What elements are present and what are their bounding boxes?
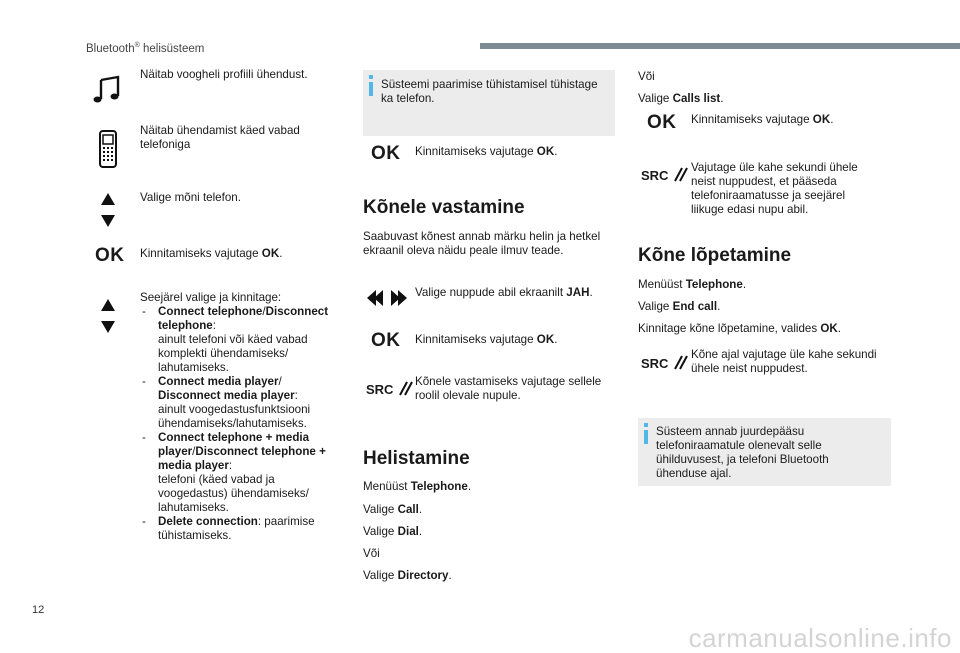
left-right-arrows-icon bbox=[366, 289, 408, 307]
ok-button-icon: OK bbox=[371, 143, 401, 164]
confirm-text: Kinnitamiseks vajutage OK. bbox=[691, 113, 834, 126]
connection-options: Seejärel valige ja kinnitage: - Connect telephone/Disconnect telephone: ainult telefoni või käed vabad komplekti ühendamiseks/ lahutamiseks. - Connect media player/ Disconnect media player: ainult voogedastusfunktsiooni ühendamiseks/lahutamiseks. - Connect telephone + media player/Disconnect telephone + media player: telefoni (käed vabad ja voogedastus) ühendamiseks/ lahutamiseks. - Delete connection: paarimise tühistamiseks. bbox=[140, 291, 345, 543]
src-steering-button-icon: SRC bbox=[641, 354, 688, 372]
up-down-arrows-icon bbox=[100, 191, 116, 229]
src-steering-button-icon: SRC bbox=[641, 166, 688, 184]
stream-profile-text: Näitab voogheli profiili ühendust. bbox=[140, 68, 308, 81]
header-title: Bluetooth® helisüsteem bbox=[86, 42, 205, 55]
hold-button-text: Vajutage üle kahe sekundi ühele neist nuppudest, et pääseda telefoniraamatusse ja seejärel liikuge edasi nupu abil. bbox=[691, 161, 858, 216]
list-item: - Connect media player/ Disconnect media player: ainult voogedastusfunktsiooni ühendamiseks/lahutamiseks. bbox=[142, 375, 311, 430]
info-box: Süsteemi paarimise tühistamisel tühistage ka telefon. bbox=[363, 70, 615, 136]
menu-telephone-text: Menüüst Telephone. bbox=[363, 480, 472, 493]
info-box: Süsteem annab juurdepääsu telefoniraamatule olenevalt selle ühilduvusest, ja telefoni Bluetooth ühenduse ajal. bbox=[638, 418, 891, 486]
select-directory-text: Valige Directory. bbox=[363, 569, 452, 582]
ok-button-icon: OK bbox=[371, 330, 401, 351]
handsfree-connection-text: Näitab ühendamist käed vabad telefoniga bbox=[140, 124, 300, 151]
section-heading-answer: Kõnele vastamine bbox=[363, 197, 525, 218]
mobile-phone-icon bbox=[98, 130, 118, 168]
or-text: Või bbox=[363, 547, 380, 560]
music-note-icon bbox=[92, 74, 122, 104]
confirm-text: Kinnitamiseks vajutage OK. bbox=[415, 333, 558, 346]
header-bar bbox=[480, 43, 960, 49]
during-call-text: Kõne ajal vajutage üle kahe sekundi ühele neist nuppudest. bbox=[691, 348, 877, 375]
list-item: - Delete connection: paarimise tühistamiseks. bbox=[142, 515, 315, 542]
or-text: Või bbox=[638, 70, 655, 83]
info-icon bbox=[369, 75, 373, 79]
section-heading-end-call: Kõne lõpetamine bbox=[638, 245, 792, 266]
select-calls-list-text: Valige Calls list. bbox=[638, 92, 724, 105]
answer-description: Saabuvast kõnest annab märku helin ja hetkel ekraanil oleva näidu peale ilmuv teade. bbox=[363, 230, 601, 257]
confirm-text: Kinnitamiseks vajutage OK. bbox=[140, 247, 283, 260]
up-down-arrows-icon bbox=[100, 297, 116, 335]
select-call-text: Valige Call. bbox=[363, 503, 423, 516]
section-heading-call: Helistamine bbox=[363, 448, 470, 469]
answer-steering-text: Kõnele vastamiseks vajutage sellele roolil olevale nupule. bbox=[415, 375, 602, 402]
menu-telephone-text: Menüüst Telephone. bbox=[638, 278, 747, 291]
confirm-text: Kinnitamiseks vajutage OK. bbox=[415, 145, 558, 158]
select-dial-text: Valige Dial. bbox=[363, 525, 423, 538]
select-yes-text: Valige nuppude abil ekraanilt JAH. bbox=[415, 286, 593, 299]
select-end-call-text: Valige End call. bbox=[638, 300, 721, 313]
ok-button-icon: OK bbox=[647, 112, 677, 133]
src-steering-button-icon: SRC bbox=[366, 380, 413, 398]
ok-button-icon: OK bbox=[95, 245, 125, 266]
list-item: - Connect telephone/Disconnect telephone: ainult telefoni või käed vabad komplekti ühendamiseks/ lahutamiseks. bbox=[142, 305, 329, 374]
page-number: 12 bbox=[32, 604, 45, 616]
list-item: - Connect telephone + media player/Disconnect telephone + media player: telefoni (käed vabad ja voogedastus) ühendamiseks/ lahutamiseks. bbox=[142, 431, 326, 514]
info-icon bbox=[644, 423, 648, 427]
select-phone-text: Valige mõni telefon. bbox=[140, 191, 241, 204]
watermark: carmanualsonline.info bbox=[688, 623, 952, 653]
confirm-end-text: Kinnitage kõne lõpetamine, valides OK. bbox=[638, 322, 842, 335]
